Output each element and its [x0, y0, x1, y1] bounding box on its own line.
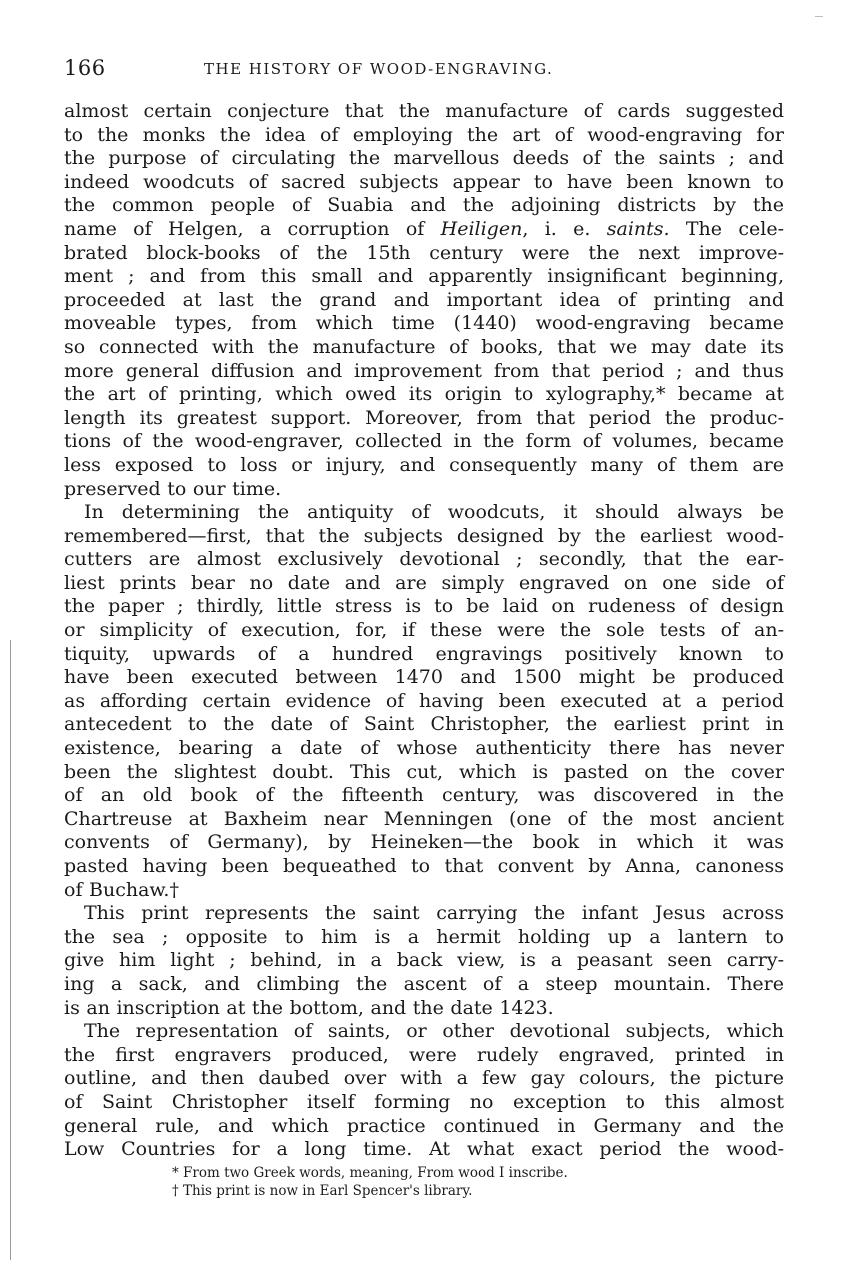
- footnote-dagger: † This print is now in Earl Spencer's library.: [172, 1182, 473, 1199]
- text-line: Low Countries for a long time. At what exact period the wood-: [64, 1138, 784, 1161]
- gutter-rule: [10, 640, 11, 1260]
- text-line-middle: , i. e.: [522, 217, 607, 240]
- text-line: indeed woodcuts of sacred subjects appear to have been known to: [64, 170, 784, 193]
- text-line: [64, 218, 784, 242]
- text-line: pasted having been bequeathed to that convent by Anna, canoness: [64, 855, 784, 877]
- text-line: remembered—first, that the subjects designed by the earliest wood-: [64, 524, 784, 547]
- text-line: brated block-books of the 15th century were the next improve-: [64, 241, 784, 264]
- text-line: ing a sack, and climbing the ascent of a steep mountain. There: [64, 972, 784, 995]
- document-page: [64, 52, 784, 1200]
- text-line: the purpose of circulating the marvellous deeds of the saints ; and: [64, 147, 784, 170]
- text-line: liest prints bear no date and are simply engraved on one side of: [64, 571, 784, 594]
- paragraph-start: This print represents the saint carrying the infant Jesus across: [84, 902, 784, 925]
- text-line: preserved to our time.: [64, 477, 282, 500]
- paragraph-start: The representation of saints, or other devotional subjects, which: [84, 1020, 784, 1043]
- text-line: Chartreuse at Baxheim near Menningen (one of the most ancient: [64, 807, 784, 830]
- page-edge-mark: [815, 16, 823, 17]
- text-line: the common people of Suabia and the adjoining districts by the: [64, 194, 784, 217]
- text-line: outline, and then daubed over with a few gay colours, the picture: [64, 1067, 784, 1090]
- text-line: cutters are almost exclusively devotional ; secondly, that the ear-: [64, 548, 784, 571]
- page-number: 166: [64, 56, 106, 80]
- text-line: of Buchaw.†: [64, 878, 179, 901]
- text-line: the sea ; opposite to him is a hermit holding up a lantern to: [64, 925, 784, 948]
- text-line: tions of the wood-engraver, collected in the form of volumes, became: [64, 430, 784, 453]
- text-line: the art of printing, which owed its origin to xylography,* became at: [64, 383, 784, 406]
- footnotes: [64, 1164, 784, 1200]
- text-line: have been executed between 1470 and 1500 might be produced: [64, 666, 784, 689]
- text-line-tail: The cele-: [669, 217, 784, 240]
- text-line: the paper ; thirdly, little stress is to be laid on rudeness of design: [64, 595, 784, 618]
- text-line: less exposed to loss or injury, and consequently many of them are: [64, 453, 784, 476]
- text-line: more general diffusion and improvement from that period ; and thus: [64, 359, 784, 382]
- text-line: tiquity, upwards of a hundred engravings positively known to: [64, 642, 784, 665]
- text-line: general rule, and which practice continued in Germany and the: [64, 1114, 784, 1137]
- text-line: ment ; and from this small and apparently insignificant beginning,: [64, 265, 784, 288]
- paragraph-start: In determining the antiquity of woodcuts, it should always be: [84, 501, 784, 524]
- running-title: THE HISTORY OF WOOD-ENGRAVING.: [204, 60, 554, 78]
- text-line: almost certain conjecture that the manufacture of cards suggested: [64, 100, 784, 122]
- text-line: proceeded at last the grand and important idea of printing and: [64, 288, 784, 311]
- footnote-asterisk: * From two Greek words, meaning, From wood I inscribe.: [172, 1164, 568, 1181]
- running-head: [64, 52, 784, 82]
- text-line: of Saint Christopher itself forming no exception to this almost: [64, 1090, 784, 1113]
- text-line: as affording certain evidence of having been executed at a period: [64, 689, 784, 712]
- text-line: existence, bearing a date of whose authenticity there has never: [64, 737, 784, 760]
- text-line: give him light ; behind, in a back view, is a peasant seen carry-: [64, 949, 784, 972]
- text-line: antecedent to the date of Saint Christopher, the earliest print in: [64, 713, 784, 736]
- text-line: been the slightest doubt. This cut, which is pasted on the cover: [64, 760, 784, 783]
- text-line: is an inscription at the bottom, and the date 1423.: [64, 996, 554, 1019]
- text-line: moveable types, from which time (1440) wood-engraving became: [64, 312, 784, 335]
- italic-heiligen: Heiligen: [440, 217, 523, 240]
- text-line: the first engravers produced, were rudely engraved, printed in: [64, 1043, 784, 1066]
- text-line: of an old book of the fifteenth century, was discovered in the: [64, 784, 784, 807]
- text-line: so connected with the manufacture of books, that we may date its: [64, 335, 784, 358]
- text-line: or simplicity of execution, for, if these were the sole tests of an-: [64, 619, 784, 642]
- body-text: [64, 100, 784, 1162]
- italic-saints: saints.: [606, 217, 670, 240]
- text-line: to the monks the idea of employing the art of wood-engraving for: [64, 123, 784, 146]
- text-line: convents of Germany), by Heineken—the book in which it was: [64, 831, 784, 854]
- text-line: length its greatest support. Moreover, from that period the produc-: [64, 406, 784, 429]
- text-line-start: name of Helgen, a corruption of: [64, 217, 441, 240]
